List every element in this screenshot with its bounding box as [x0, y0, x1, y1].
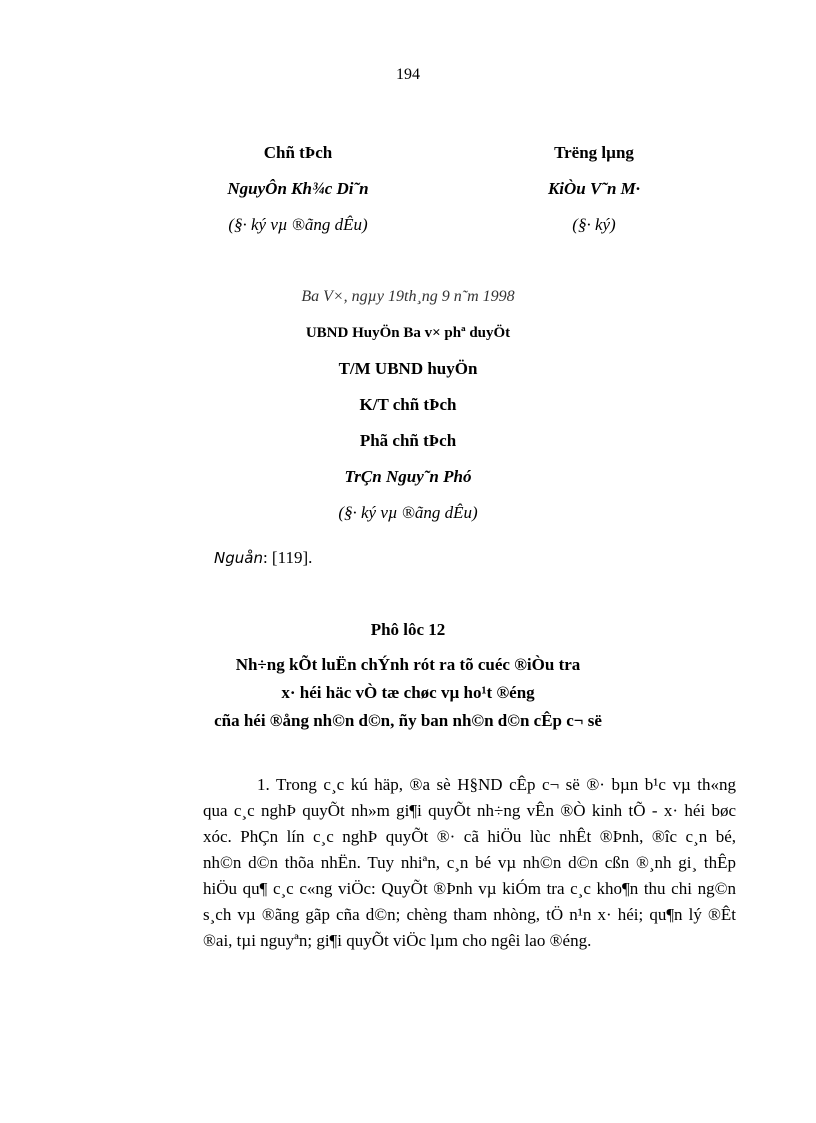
left-signature-name: NguyÔn Kh¾c Di˜n: [227, 179, 369, 198]
body-line: hiÖu qu¶ c¸c c«ng viÖc: QuyÕt ®Þnh vµ kiÓm tra c¸c kho¶n thu chi ng©n: [203, 879, 736, 898]
left-signature-title: Chñ tÞch: [263, 143, 333, 162]
approval-line-1: UBND HuyÖn Ba v× phª duyÖt: [305, 325, 511, 341]
body-line: ®ai, tµi nguyªn; gi¶i quyÕt viÖc lµm cho ngêi lao ®éng.: [203, 931, 592, 950]
appendix-title-line-2: x· héi häc vÒ tæ chøc vµ ho¹t ®éng: [281, 683, 535, 702]
approval-line-3: K/T chñ tÞch: [359, 395, 457, 414]
body-line: 1. Trong c¸c kú häp, ®a sè H§ND cÊp c¬ së ®· bµn b¹c vµ th«ng: [257, 775, 736, 794]
approval-line-2: T/M UBND huyÖn: [338, 359, 478, 378]
right-signature-name: KiÒu V˜n M·: [547, 179, 641, 198]
appendix-heading: Phô lôc 12: [370, 620, 446, 639]
source-citation: [214, 548, 312, 568]
body-line: nh©n d©n thõa nhËn. Tuy nhiªn, c¸n bé vµ nh©n d©n cßn ®¸nh gi¸ thÊp: [203, 853, 736, 872]
left-signature-note: (§· ký vµ ®ãng dÊu): [228, 215, 368, 234]
source-value: : [119].: [262, 548, 313, 567]
appendix-title-line-3: cña héi ®ång nh©n d©n, ñy ban nh©n d©n cÊp c¬ së: [214, 711, 602, 730]
right-signature-title: Trëng lµng: [554, 143, 634, 162]
body-paragraph: [203, 772, 736, 954]
approval-place-date: Ba V×, ngµy 19th¸ng 9 n˜m 1998: [301, 288, 515, 305]
body-line: s¸ch vµ ®ãng gãp cña d©n; chèng tham nhòng, tÖ n¹n x· héi; qu¶n lý ®Êt: [203, 905, 736, 924]
body-line: xóc. PhÇn lín c¸c nghÞ quyÕt ®· cã hiÖu lùc nhÊt ®Þnh, ®îc c¸n bé,: [203, 827, 736, 846]
approval-note: (§· ký vµ ®ãng dÊu): [338, 503, 478, 522]
appendix-title-line-1: Nh÷ng kÕt luËn chÝnh rót ra tõ cuéc ®iÒu tra: [235, 655, 581, 674]
page-number: 194: [396, 66, 420, 83]
source-label: Nguån: [214, 549, 263, 567]
approval-line-4: Phã chñ tÞch: [359, 431, 457, 450]
body-line: qua c¸c nghÞ quyÕt nh»m gi¶i quyÕt nh÷ng vÊn ®Ò kinh tÕ - x· héi bøc: [203, 801, 736, 820]
approval-signer-name: TrÇn Nguy˜n Phó: [344, 467, 472, 486]
right-signature-note: (§· ký): [572, 215, 616, 234]
